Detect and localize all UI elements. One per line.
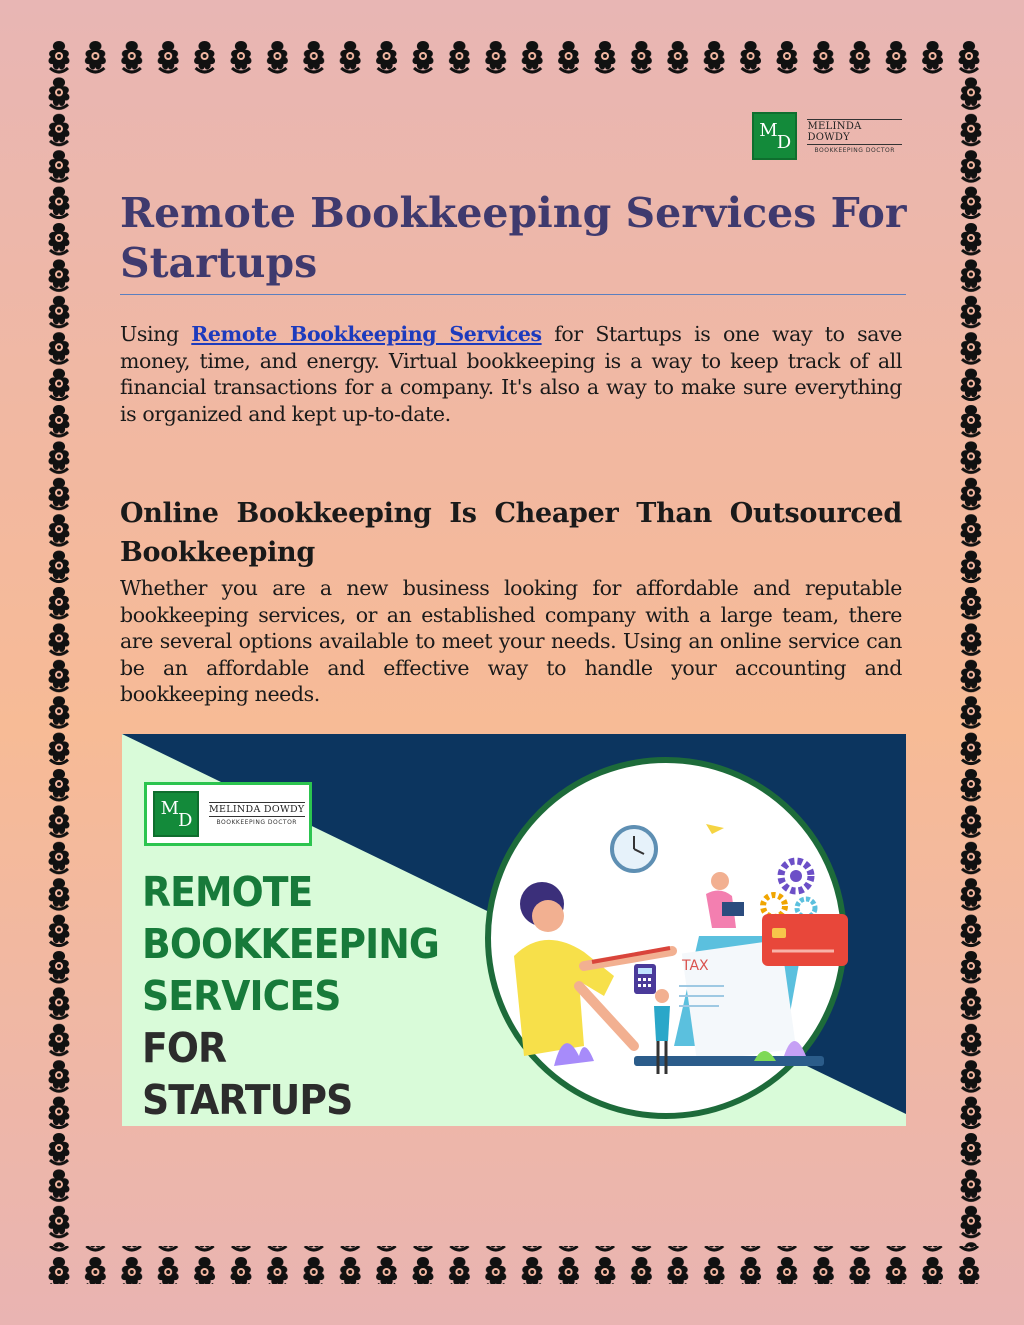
- logo-subtitle: BOOKKEEPING DOCTOR: [814, 146, 895, 154]
- logo-name: MELINDA DOWDY: [807, 119, 902, 145]
- company-logo: [752, 110, 902, 162]
- intro-prefix: Using: [120, 322, 192, 346]
- tax-label: TAX: [682, 958, 709, 974]
- banner-logo-initial-m: M: [160, 797, 178, 819]
- banner-logo: [144, 782, 312, 846]
- banner-image: [122, 734, 906, 1126]
- banner-line-1: REMOTE: [142, 868, 313, 916]
- section-paragraph: Whether you are a new business looking for affordable and reputable bookkeeping services, or an established company with a large team, there are several options available to meet your needs. Using an online service can be an affordable and effective way to handle your accounting and bookkeeping needs.: [120, 576, 902, 706]
- banner-illustration: [484, 756, 848, 1120]
- banner-line-2: BOOKKEEPING: [142, 920, 439, 968]
- banner-logo-initial-d: D: [178, 809, 192, 831]
- remote-bookkeeping-link[interactable]: Remote Bookkeeping Services: [191, 322, 542, 346]
- banner-headline: [142, 866, 439, 1126]
- logo-text: [807, 119, 902, 154]
- logo-initial-m: M: [759, 119, 777, 141]
- section-heading: Online Bookkeeping Is Cheaper Than Outsourced Bookkeeping: [120, 498, 902, 568]
- calculator-icon: [634, 964, 656, 994]
- banner-line-3: SERVICES: [142, 972, 341, 1020]
- credit-card-icon: [762, 914, 848, 966]
- clock-icon: [612, 827, 656, 871]
- logo-initial-d: D: [776, 131, 791, 153]
- banner-line-5: STARTUPS: [142, 1076, 353, 1124]
- logo-mark: [752, 112, 797, 160]
- intro-suffix: for Startups is one way to save money, time, and energy. Virtual bookkeeping is a way to keep track of all financial transactions for a company. It's also a way to make sure everything is organized and kept up-to-date.: [120, 322, 903, 426]
- banner-logo-mark: [153, 791, 199, 837]
- title-divider: [120, 294, 906, 295]
- intro-paragraph: [120, 321, 902, 427]
- page-title: Remote Bookkeeping Services For Startups: [120, 189, 907, 287]
- banner-logo-subtitle: BOOKKEEPING DOCTOR: [216, 819, 297, 826]
- banner-logo-name: MELINDA DOWDY: [209, 804, 305, 815]
- banner-line-4: FOR: [142, 1024, 227, 1072]
- banner-logo-text: [209, 802, 305, 826]
